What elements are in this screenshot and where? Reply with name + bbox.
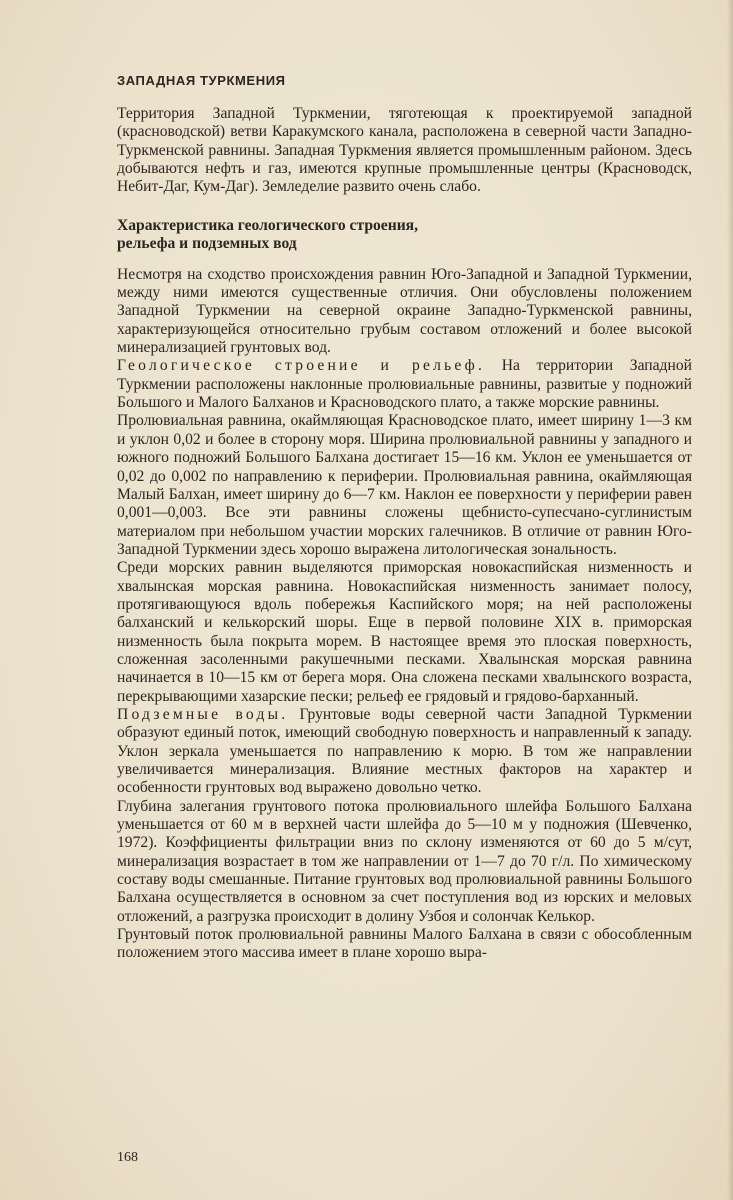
paragraph-5-lead: Подземные воды. — [117, 705, 289, 723]
paragraph-5 — [117, 706, 692, 798]
intro-paragraph: Территория Западной Туркмении, тяготеющая к проектируемой западной (красноводской) ветви Каракумского канала, расположена в северной части Западно-Туркменской равнины. Западная Туркмения является промышленным районом. Здесь добываются нефть и газ, имеются крупные промышленные центры (Красноводск, Небит-Даг, Кум-Даг). Земледелие развито очень слабо. — [117, 105, 692, 196]
paragraph-2 — [117, 357, 692, 412]
subheading-line-2: рельефа и подземных вод — [117, 235, 297, 253]
page-number: 168 — [117, 1150, 138, 1165]
paragraph-7: Грунтовый поток пролювиальной равнины Малого Балхана в связи с обособленным положением этого массива имеет в плане хорошо выра- — [117, 926, 692, 962]
paragraph-1: Несмотря на сходство происхождения равнин Юго-Западной и Западной Туркмении, между ними имеются существенные отличия. Они обусловлены положением Западной Туркмении на северной окраине Западно-Туркменской равнины, характеризующейся относительно грубым составом отложений и более высокой минерализацией грунтовых вод. — [117, 265, 692, 357]
paragraph-6: Глубина залегания грунтового потока пролювиального шлейфа Большого Балхана уменьшается от 60 м в верхней части шлейфа до 5—10 м у подножия (Шевченко, 1972). Коэффициенты фильтрации вниз по склону изменяются от 60 до 5 м/сут, минерализация возрастает в том же направлении от 1—7 до 70 г/л. По химическому составу воды смешанные. Питание грунтовых вод пролювиальной равнины Большого Балхана осуществляется в основном за счет поступления вод из юрских и меловых отложений, а разгрузка происходит в долину Узбоя и солончак Келькор. — [117, 797, 692, 925]
paragraph-3: Пролювиальная равнина, окаймляющая Красноводское плато, имеет ширину 1—3 км и уклон 0,02 и более в сторону моря. Ширина пролювиальной равнины у западного и южного подножий Большого Балхана достигает 15—16 км. Уклон ее уменьшается от 0,02 до 0,002 по направлению к периферии. Пролювиальная равнина, окаймляющая Малый Балхан, имеет ширину до 6—7 км. Наклон ее поверхности у периферии равен 0,001—0,003. Все эти равнины сложены щебнисто-супесчано-суглинистым материалом при небольшом участии морских галечников. В отличие от равнин Юго-Западной Туркмении здесь хорошо выражена литологическая зональность. — [117, 412, 692, 558]
subheading — [117, 217, 692, 254]
text-column — [117, 72, 692, 963]
page-edge-shadow — [727, 0, 733, 1200]
subheading-line-1: Характеристика геологического строения, — [117, 216, 419, 234]
paragraph-4: Среди морских равнин выделяются приморская новокаспийская низменность и хвалынская морская равнина. Новокаспийская низменность занимает полосу, протягивающуюся вдоль побережья Каспийского моря; на ней расположены балханский и келькорский шоры. Еще в первой половине XIX в. приморская низменность была покрыта морем. В настоящее время это плоская поверхность, сложенная засоленными ракушечными песками. Хвалынская морская равнина начинается в 10—15 км от берега моря. Она сложена песками хвалынского возраста, перекрывающими хазарские пески; рельеф ее грядовый и грядово-барханный. — [117, 559, 692, 705]
paragraph-2-body: На территории Западной Туркмении расположены наклонные пролювиальные равнины, развитые у подножий Большого и Малого Балханов и Красноводского плато, а также морские равнины. — [117, 357, 692, 412]
section-title: ЗАПАДНАЯ ТУРКМЕНИЯ — [117, 73, 286, 88]
paragraph-5-body: Грунтовые воды северной части Западной Туркмении образуют единый поток, имеющий свободную поверхность и направленный к западу. Уклон зеркала уменьшается по направлению к морю. В том же направлении увеличивается минерализация. Влияние местных факторов на характер и особенности грунтовых вод выражено довольно четко. — [117, 705, 692, 797]
paragraph-2-lead: Геологическое строение и рельеф. — [117, 357, 486, 375]
